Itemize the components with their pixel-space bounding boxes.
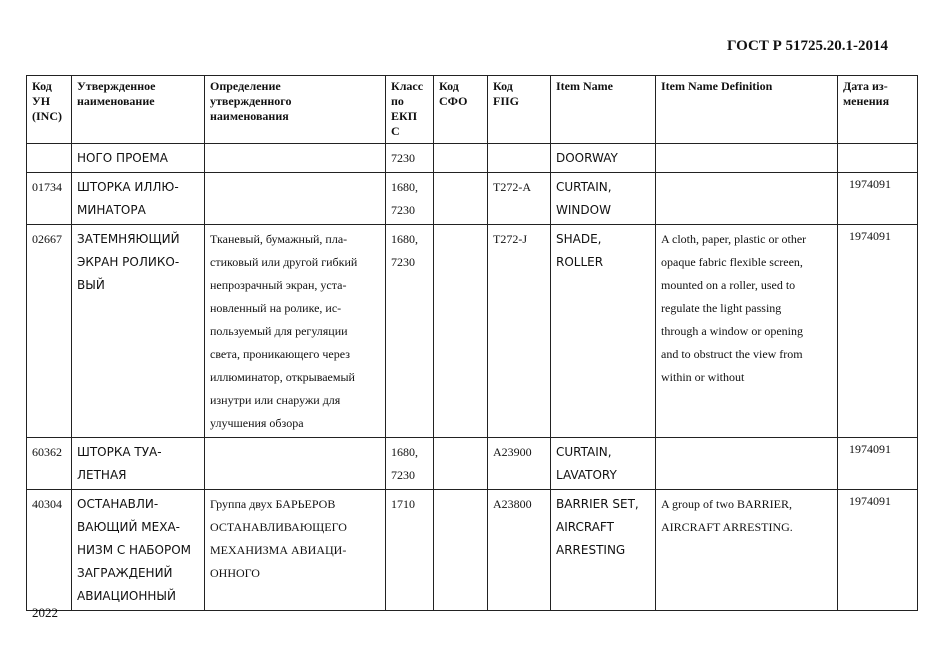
cell-approved-name	[72, 173, 205, 225]
cell-text-line: A23800	[493, 497, 532, 511]
cell-text-line: МИНАТОРА	[77, 203, 146, 217]
cell-text-line: 1680,	[391, 445, 418, 459]
col-header-sfo	[434, 76, 488, 144]
cell-code	[27, 225, 72, 438]
cell-item-definition	[656, 490, 838, 611]
table-row	[27, 490, 918, 611]
cell-text-line: CURTAIN,	[556, 445, 612, 459]
table-row	[27, 144, 918, 173]
cell-text-line: МЕХАНИЗМА АВИАЦИ-	[210, 543, 347, 557]
cell-fiig	[488, 173, 551, 225]
cell-change-date	[838, 173, 918, 225]
cell-text-line: ВЫЙ	[77, 278, 105, 292]
cell-text-line: иллюминатор, открываемый	[210, 370, 355, 384]
cell-text-line: 7230	[391, 203, 415, 217]
cell-class	[386, 438, 434, 490]
header-text-line: утвержденного	[210, 94, 292, 108]
cell-sfo	[434, 438, 488, 490]
header-text-line: Дата из-	[843, 79, 888, 93]
cell-sfo	[434, 225, 488, 438]
cell-text-line: T272-A	[493, 180, 531, 194]
header-text-line: СФО	[439, 94, 468, 108]
cell-fiig	[488, 438, 551, 490]
document-title: ГОСТ Р 51725.20.1-2014	[726, 38, 888, 54]
col-header-item-name	[551, 76, 656, 144]
cell-sfo	[434, 173, 488, 225]
cell-text-line: 1680,	[391, 232, 418, 246]
cell-text-line: A23900	[493, 445, 532, 459]
header-text-line: Определение	[210, 79, 281, 93]
col-header-fiig	[488, 76, 551, 144]
cell-text-line: изнутри или снаружи для	[210, 393, 341, 407]
table-row	[27, 225, 918, 438]
cell-definition	[205, 173, 386, 225]
cell-text-line: 1974091	[849, 494, 891, 508]
cell-text-line: A cloth, paper, plastic or other	[661, 232, 807, 246]
cell-item-name	[551, 173, 656, 225]
cell-text-line: ЗАГРАЖДЕНИЙ	[77, 566, 173, 580]
cell-definition	[205, 490, 386, 611]
cell-approved-name	[72, 225, 205, 438]
cell-text-line: ЛЕТНАЯ	[77, 468, 127, 482]
cell-class	[386, 144, 434, 173]
cell-text-line: A group of two BARRIER,	[661, 497, 793, 511]
header-text-line: Код	[493, 79, 513, 93]
header-text-line: (INC)	[32, 109, 62, 123]
header-text-line: Утвержденное	[77, 79, 156, 93]
cell-text-line: 1974091	[849, 442, 891, 456]
cell-text-line: WINDOW	[556, 203, 611, 217]
page-number: 2022	[32, 605, 58, 620]
cell-text-line: 1710	[391, 497, 415, 511]
header-text-line: Item Name	[556, 79, 613, 93]
cell-class	[386, 490, 434, 611]
cell-text-line: DOORWAY	[556, 151, 618, 165]
cell-text-line: пользуемый для регуляции	[210, 324, 348, 338]
cell-text-line: света, проникающего через	[210, 347, 350, 361]
cell-text-line: through a window or opening	[661, 324, 803, 338]
cell-text-line: ОННОГО	[210, 566, 260, 580]
cell-text-line: ОСТАНАВЛИВАЮЩЕГО	[210, 520, 347, 534]
table-row	[27, 173, 918, 225]
cell-approved-name	[72, 144, 205, 173]
cell-text-line: BARRIER SET,	[556, 497, 639, 511]
table-row	[27, 438, 918, 490]
col-header-code	[27, 76, 72, 144]
cell-text-line: CURTAIN,	[556, 180, 612, 194]
cell-text-line: AIRCRAFT	[556, 520, 614, 534]
cell-text-line: НОГО ПРОЕМА	[77, 151, 168, 165]
table-header-row	[27, 76, 918, 144]
cell-text-line: ОСТАНАВЛИ-	[77, 497, 159, 511]
cell-fiig	[488, 225, 551, 438]
cell-text-line: 7230	[391, 468, 415, 482]
cell-text-line: ЭКРАН РОЛИКО-	[77, 255, 180, 269]
cell-text-line: новленный на ролике, ис-	[210, 301, 342, 315]
col-header-definition	[205, 76, 386, 144]
cell-text-line: 01734	[32, 180, 62, 194]
col-header-change-date	[838, 76, 918, 144]
cell-text-line: LAVATORY	[556, 468, 617, 482]
cell-item-name	[551, 438, 656, 490]
cell-code	[27, 490, 72, 611]
cell-text-line: 7230	[391, 151, 415, 165]
cell-text-line: 60362	[32, 445, 62, 459]
cell-text-line: regulate the light passing	[661, 301, 782, 315]
item-table	[26, 75, 918, 611]
cell-text-line: and to obstruct the view from	[661, 347, 803, 361]
cell-text-line: 7230	[391, 255, 415, 269]
cell-change-date	[838, 225, 918, 438]
cell-text-line: ШТОРКА ИЛЛЮ-	[77, 180, 179, 194]
header-text-line: УН	[32, 94, 51, 108]
cell-text-line: 02667	[32, 232, 62, 246]
cell-definition	[205, 144, 386, 173]
cell-sfo	[434, 144, 488, 173]
header-text-line: ЕКП	[391, 109, 418, 123]
col-header-approved-name	[72, 76, 205, 144]
cell-text-line: улучшения обзора	[210, 416, 304, 430]
header-text-line: менения	[843, 94, 890, 108]
header-text-line: Item Name Definition	[661, 79, 773, 93]
cell-code	[27, 144, 72, 173]
cell-item-name	[551, 490, 656, 611]
cell-change-date	[838, 490, 918, 611]
cell-definition	[205, 225, 386, 438]
cell-text-line: АВИАЦИОННЫЙ	[77, 589, 176, 603]
header-text-line: наименование	[77, 94, 155, 108]
cell-text-line: Тканевый, бумажный, пла-	[210, 232, 348, 246]
cell-text-line: opaque fabric flexible screen,	[661, 255, 803, 269]
cell-text-line: непрозрачный экран, уста-	[210, 278, 347, 292]
cell-item-definition	[656, 438, 838, 490]
cell-change-date	[838, 144, 918, 173]
cell-definition	[205, 438, 386, 490]
header-text-line: по	[391, 94, 404, 108]
cell-text-line: T272-J	[493, 232, 527, 246]
header-text-line: Код	[439, 79, 459, 93]
header-text-line: FIIG	[493, 94, 520, 108]
cell-text-line: 1974091	[849, 177, 891, 191]
cell-fiig	[488, 490, 551, 611]
header-text-line: наименования	[210, 109, 289, 123]
cell-item-name	[551, 225, 656, 438]
col-header-item-definition	[656, 76, 838, 144]
header-text-line: С	[391, 124, 400, 138]
cell-item-definition	[656, 225, 838, 438]
cell-fiig	[488, 144, 551, 173]
cell-item-definition	[656, 144, 838, 173]
cell-text-line: 1974091	[849, 229, 891, 243]
cell-text-line: 1680,	[391, 180, 418, 194]
col-header-class	[386, 76, 434, 144]
cell-item-definition	[656, 173, 838, 225]
cell-text-line: Группа двух БАРЬЕРОВ	[210, 497, 336, 511]
cell-text-line: ВАЮЩИЙ МЕХА-	[77, 520, 180, 534]
cell-class	[386, 225, 434, 438]
cell-text-line: ШТОРКА ТУА-	[77, 445, 162, 459]
cell-text-line: mounted on a roller, used to	[661, 278, 796, 292]
cell-text-line: AIRCRAFT ARRESTING.	[661, 520, 793, 534]
cell-sfo	[434, 490, 488, 611]
cell-approved-name	[72, 438, 205, 490]
cell-approved-name	[72, 490, 205, 611]
cell-text-line: 40304	[32, 497, 62, 511]
cell-code	[27, 438, 72, 490]
cell-text-line: ЗАТЕМНЯЮЩИЙ	[77, 232, 180, 246]
cell-class	[386, 173, 434, 225]
cell-text-line: ARRESTING	[556, 543, 626, 557]
cell-change-date	[838, 438, 918, 490]
cell-item-name	[551, 144, 656, 173]
cell-text-line: within or without	[661, 370, 745, 384]
cell-text-line: ROLLER	[556, 255, 604, 269]
cell-code	[27, 173, 72, 225]
header-text-line: Класс	[391, 79, 424, 93]
cell-text-line: НИЗМ С НАБОРОМ	[77, 543, 191, 557]
header-text-line: Код	[32, 79, 52, 93]
cell-text-line: стиковый или другой гибкий	[210, 255, 358, 269]
cell-text-line: SHADE,	[556, 232, 602, 246]
